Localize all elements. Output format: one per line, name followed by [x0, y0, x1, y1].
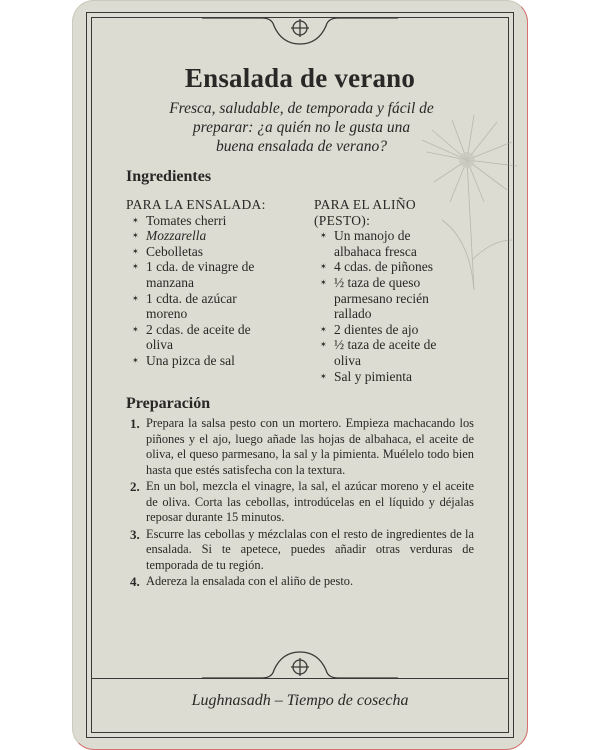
dressing-heading-line: (PESTO): — [314, 212, 371, 228]
footer-divider — [91, 678, 509, 679]
dressing-heading-line: PARA EL ALIÑO — [314, 197, 416, 212]
step-item — [126, 479, 474, 526]
step-text: Prepara la salsa pesto con un mortero. Empieza machacando los piñones y el ajo, luego añade las hojas de albahaca, el aceite de oliva, el queso parmesano, la sal y la pimienta. Muélelo todo bien hasta que estés satisfecha con la textura. — [146, 416, 474, 477]
step-number: 2. — [130, 479, 140, 494]
subtitle-line: Fresca, saludable, de temporada y fácil de — [169, 100, 434, 117]
subtitle-line: buena ensalada de verano? — [216, 138, 387, 155]
sun-cross-arch-icon — [202, 14, 398, 50]
list-item: ✶ 4 cdas. de piñones — [314, 259, 449, 275]
list-item: ✶ Mozzarella — [126, 228, 301, 244]
dressing-heading — [314, 197, 449, 228]
list-item: ✶ ½ taza de aceite de oliva — [314, 337, 449, 368]
list-item: ✶ Tomates cherri — [126, 213, 301, 229]
list-item: ✶ Cebolletas — [126, 244, 301, 260]
dressing-ingredients — [314, 197, 449, 384]
step-text: En un bol, mezcla el vinagre, la sal, el azúcar moreno y el aceite de oliva. Corta las cebollas, introdúcelas en el líquido y déjalas reposar durante 15 minutos. — [146, 479, 474, 524]
subtitle-line: preparar: ¿a quién no le gusta una — [192, 119, 411, 136]
list-item: ✶ Un manojo de albahaca fresca — [314, 228, 449, 259]
recipe-subtitle — [164, 99, 439, 156]
list-item: ✶ 1 cdta. de azúcar moreno — [126, 291, 266, 322]
sun-cross-arch-icon — [202, 646, 398, 680]
list-item: ✶ Sal y pimienta — [314, 369, 449, 385]
recipe-card — [72, 0, 528, 750]
preparation-heading: Preparación — [126, 395, 211, 412]
step-number: 4. — [130, 574, 140, 589]
list-item: ✶ 1 cda. de vinagre de manzana — [126, 259, 266, 290]
list-item: ✶ 2 dientes de ajo — [314, 322, 449, 338]
list-item: ✶ 2 cdas. de aceite de oliva — [126, 322, 266, 353]
recipe-title: Ensalada de verano — [184, 63, 416, 93]
step-number: 1. — [130, 416, 140, 431]
footer-text: Lughnasadh – Tiempo de cosecha — [191, 692, 409, 709]
salad-heading: PARA LA ENSALADA: — [126, 197, 266, 212]
salad-list — [126, 213, 301, 369]
step-item — [126, 416, 474, 478]
salad-ingredients — [126, 197, 301, 369]
list-item: ✶ ½ taza de queso parmesano recién rallado — [314, 275, 449, 322]
preparation-steps — [126, 416, 474, 591]
ingredients-heading: Ingredientes — [126, 168, 212, 185]
step-text: Adereza la ensalada con el aliño de pesto. — [146, 574, 354, 588]
list-item: ✶ Una pizca de sal — [126, 353, 301, 369]
step-item — [126, 574, 474, 590]
dressing-list — [314, 228, 449, 384]
step-text: Escurre las cebollas y mézclalas con el resto de ingredientes de la ensalada. Si te apetece, puedes añadir otras verduras de temporada de tu región. — [146, 526, 474, 572]
step-item — [126, 527, 474, 574]
step-number: 3. — [130, 526, 140, 542]
